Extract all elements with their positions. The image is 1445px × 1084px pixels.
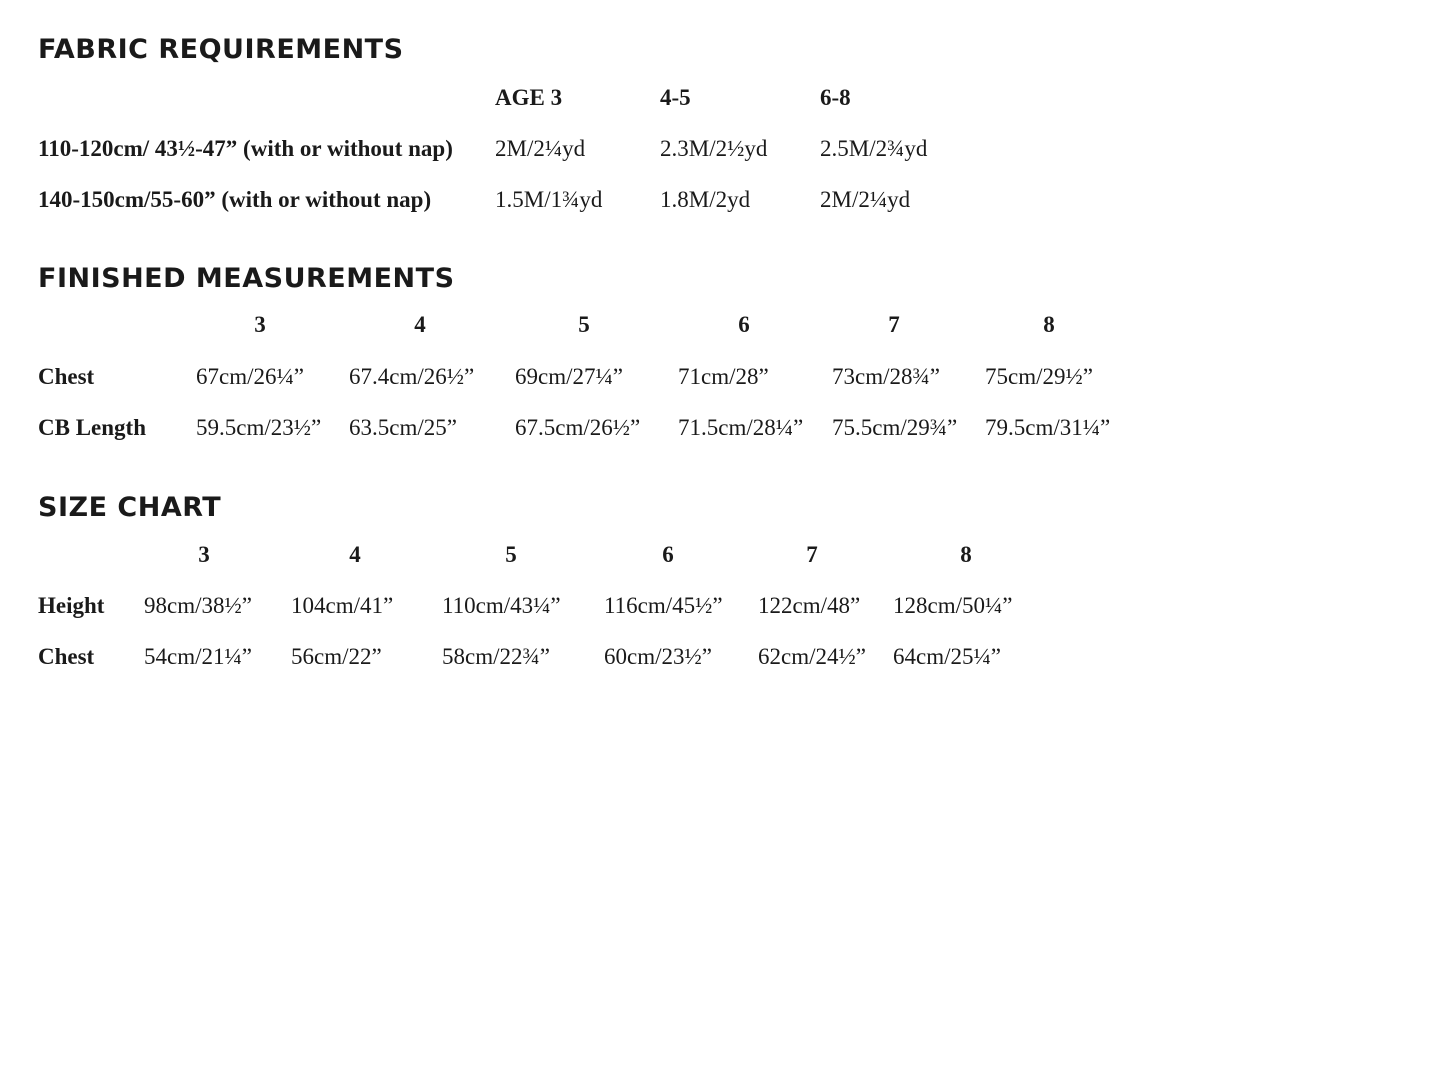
table-cell: 71.5cm/28¼” (678, 415, 804, 440)
table-cell: 2M/2¼yd (495, 136, 586, 161)
table-cell: 116cm/45½” (604, 593, 723, 618)
table-cell: 128cm/50¼” (893, 593, 1013, 618)
row-label: 140-150cm/55-60” (with or without nap) (38, 187, 432, 212)
column-header: 7 (806, 542, 818, 567)
row-label: Chest (38, 364, 95, 389)
column-header: 4 (414, 312, 426, 337)
table-cell: 64cm/25¼” (893, 644, 1001, 669)
row-label: Chest (38, 644, 95, 669)
table-cell: 79.5cm/31¼” (985, 415, 1111, 440)
table-cell: 122cm/48” (758, 593, 861, 618)
column-header: 6 (662, 542, 674, 567)
column-header: 5 (578, 312, 590, 337)
column-header: 4 (349, 542, 361, 567)
column-header: 5 (505, 542, 517, 567)
table-cell: 110cm/43¼” (442, 593, 561, 618)
table-cell: 58cm/22¾” (442, 644, 550, 669)
table-cell: 1.5M/1¾yd (495, 187, 603, 212)
column-header: 3 (254, 312, 266, 337)
table-cell: 67cm/26¼” (196, 364, 304, 389)
column-header: 3 (198, 542, 210, 567)
table-cell: 73cm/28¾” (832, 364, 940, 389)
table-cell: 56cm/22” (291, 644, 382, 669)
row-label: CB Length (38, 415, 146, 440)
table-cell: 60cm/23½” (604, 644, 712, 669)
table-cell: 59.5cm/23½” (196, 415, 322, 440)
column-header: 8 (960, 542, 972, 567)
table-cell: 67.4cm/26½” (349, 364, 475, 389)
fabric-requirements-heading: FABRIC REQUIREMENTS (38, 34, 404, 65)
row-label: Height (38, 593, 105, 618)
table-cell: 98cm/38½” (144, 593, 252, 618)
finished-measurements-heading: FINISHED MEASUREMENTS (38, 263, 455, 294)
table-cell: 75cm/29½” (985, 364, 1093, 389)
column-header: 6-8 (820, 85, 851, 110)
table-cell: 69cm/27¼” (515, 364, 623, 389)
table-cell: 2M/2¼yd (820, 187, 911, 212)
table-cell: 54cm/21¼” (144, 644, 252, 669)
row-label: 110-120cm/ 43½-47” (with or without nap) (38, 136, 453, 161)
column-header: 6 (738, 312, 750, 337)
column-header: 7 (888, 312, 900, 337)
column-header: 8 (1043, 312, 1055, 337)
table-cell: 62cm/24½” (758, 644, 866, 669)
table-cell: 71cm/28” (678, 364, 769, 389)
size-chart-heading: SIZE CHART (38, 492, 222, 523)
table-cell: 104cm/41” (291, 593, 394, 618)
column-header: AGE 3 (495, 85, 563, 110)
table-cell: 67.5cm/26½” (515, 415, 641, 440)
table-cell: 63.5cm/25” (349, 415, 457, 440)
table-cell: 2.3M/2½yd (660, 136, 768, 161)
table-cell: 2.5M/2¾yd (820, 136, 928, 161)
table-cell: 1.8M/2yd (660, 187, 751, 212)
column-header: 4-5 (660, 85, 691, 110)
table-cell: 75.5cm/29¾” (832, 415, 958, 440)
